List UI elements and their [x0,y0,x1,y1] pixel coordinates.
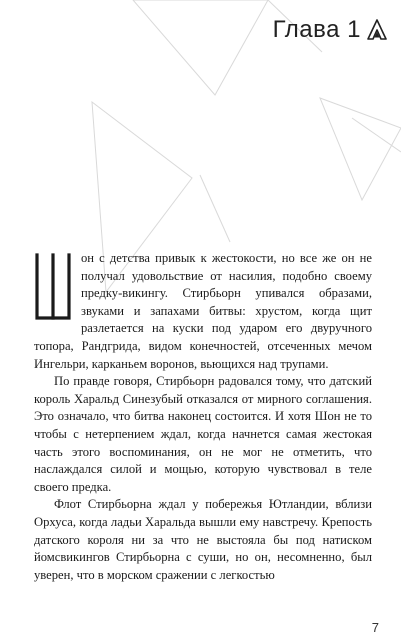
page-number: 7 [371,620,379,635]
paragraph-3: Флот Стирбьорна ждал у побережья Ютландии, вблизи Орхуса, когда ладьи Харальда вышли ему навстречу. Крепость датского короля ни за что не выстояла бы под натиском йомсвикингов Стирбьорна с суши, но он, несомненно, был уверен, что в морском сражении с легкостью [34,497,372,582]
paragraph-1 [34,250,372,373]
decoration-line-right [352,118,401,152]
assassin-emblem-icon [367,19,387,41]
chapter-title: Глава 1 [272,16,361,43]
chapter-header [273,16,387,44]
chapter-text [34,250,372,584]
decoration-line-lower [200,175,230,242]
decoration-triangle-right [320,98,401,200]
decoration-triangle-top [133,0,268,95]
paragraph-2: По правде говоря, Стирбьорн радовался тому, что датский король Харальд Синезубый отказался от мирного соглашения. Это означало, что битва наконец состоится. И хотя Шон не то чтобы с нетерпением ждал, когда начнется самая жестокая часть этого воспоминания, он не мог не отметить, что наслаждался силой и мощью, которую чувствовал в теле своего предка. [34,374,372,494]
drop-cap-letter-icon [34,253,72,321]
drop-cap [34,253,72,321]
paragraph-1-text: он с детства привык к жестокости, но все же он не получал удовольствие от насилия, подобно своему предку-викингу. Стирбьорн упивался образами, звуками и запахами битвы: хрустом, когда щит разлетается на куски под ударом его двуручного топора, Рандгрида, видом конечностей, отсеченных мечом Ингельри, карканьем воронов, вьющихся над трупами. [34,251,372,371]
